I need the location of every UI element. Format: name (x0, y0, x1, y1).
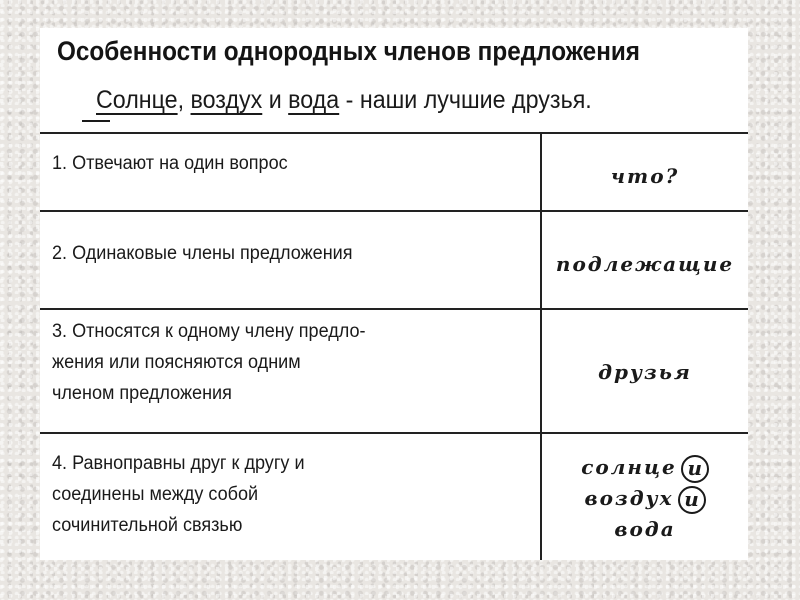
table-row-4-answer: солнце и воздух и вода (542, 452, 748, 545)
table-row-3-text: 3. Относятся к одному члену предло- жения или поясняются одним членом предложения (52, 321, 366, 404)
slide (40, 28, 748, 560)
circled-conjunction: и (678, 486, 706, 514)
sentence-rest: - наши лучшие друзья. (339, 86, 592, 114)
row-divider (40, 308, 748, 310)
table-row-4-text: 4. Равноправны друг к другу и соединены между собой сочинительной связью (52, 453, 305, 536)
table-row-1-answer: что? (610, 164, 680, 188)
circled-conjunction: и (681, 455, 709, 483)
table-border-top (40, 132, 748, 134)
slide-title: Особенности однородных членов предложения (57, 36, 640, 66)
table-row-2-answer: подлежащие (555, 252, 735, 276)
table-row-3-answer: друзья (598, 360, 692, 384)
underline-stub (82, 120, 110, 122)
word-air: воздух (190, 86, 263, 114)
row-divider (40, 210, 748, 212)
word-water: вода (288, 86, 340, 114)
row-divider (40, 432, 748, 434)
table-row-1-text: 1. Отвечают на один вопрос (52, 153, 288, 174)
word-sun: Солнце (96, 86, 178, 114)
table-row-2-text: 2. Одинаковые члены предложения (52, 243, 353, 264)
example-sentence: Солнце, воздух и вода - наши лучшие друзья. (96, 86, 592, 114)
features-table (40, 132, 748, 560)
